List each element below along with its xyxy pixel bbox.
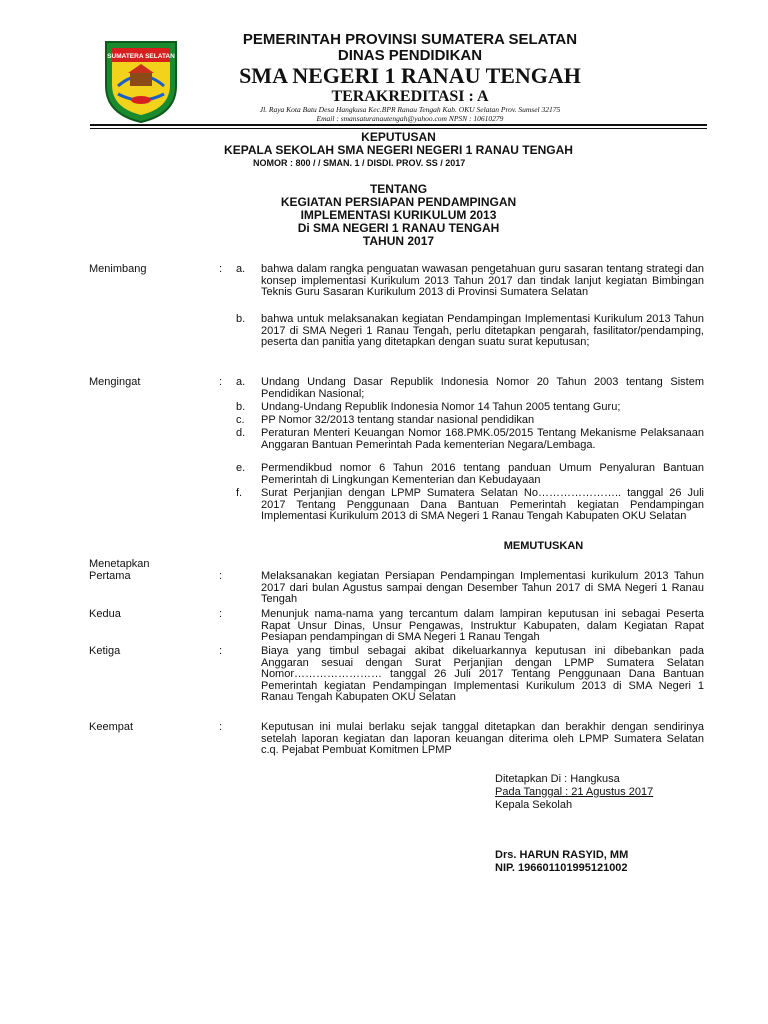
menetapkan-label: Menetapkan xyxy=(89,558,150,570)
pertama-text: Melaksanakan kegiatan Persiapan Pendampingan Implementasi kurikulum 2013 Tahun 2017 dari bulan Agustus sampai dengan Desember Tahun 2017 di SMA Negeri 1 Ranau Tengah xyxy=(261,570,704,606)
kedua-text: Menunjuk nama-nama yang tercantum dalam lampiran keputusan ini sebagai Peserta Rapat Unsur Dinas, Unsur Pengawas, Instruktur Kabupaten, dalam Kegiatan Rapat Pesiapan pendampingan di SMA Negeri 1 Ranau Tengah xyxy=(261,608,704,644)
mengingat-colon: : xyxy=(219,376,223,388)
menimbang-b-text: bahwa untuk melaksanakan kegiatan Pendampingan Implementasi Kurikulum 2013 Tahun 2017 di SMA Negeri 1 Ranau Tengah, perlu ditetapkan pengarah, fasilitator/pendamping, peserta dan panitia yang ditetapkan dengan suatu surat keputusan; xyxy=(261,313,704,349)
pertama-colon: : xyxy=(219,570,223,582)
government-header: PEMERINTAH PROVINSI SUMATERA SELATAN xyxy=(242,31,578,48)
menimbang-label: Menimbang xyxy=(89,263,147,275)
mengingat-b-text: Undang-Undang Republik Indonesia Nomor 14 Tahun 2005 tentang Guru; xyxy=(261,401,621,413)
subject-line-4: TAHUN 2017 xyxy=(362,234,435,248)
signature-position: Kepala Sekolah xyxy=(495,799,573,811)
school-contact: Email : smansaturanautengah@yahoo.com NPSN : 10610279 xyxy=(316,114,504,123)
accreditation: TERAKREDITASI : A xyxy=(331,88,489,105)
kedua-colon: : xyxy=(219,608,223,620)
decree-heading: KEPUTUSAN xyxy=(361,130,436,144)
menimbang-a-letter: a. xyxy=(236,263,246,275)
letterhead-divider xyxy=(90,124,707,126)
decree-issuer: KEPALA SEKOLAH SMA NEGERI NEGERI 1 RANAU TENGAH xyxy=(224,143,573,157)
decree-number: NOMOR : 800 / / SMAN. 1 / DISDI. PROV. SS / 2017 xyxy=(253,158,466,168)
ketiga-text: Biaya yang timbul sebagai akibat dikeluarkannya keputusan ini dibebankan pada Anggaran sesuai dengan Surat Perjanjian dengan LPMP Sumatera Selatan Nomor…………………… tanggal 26 Juli 2017 Tentang Penggunaan Dana Bantuan Pemerintah kegiatan Pendampingan Implementasi Kurikulum 2013 di SMA Negeri 1 Ranau Tengah Kabupaten OKU Selatan xyxy=(261,645,704,704)
menimbang-b-letter: b. xyxy=(236,313,246,325)
signatory-nip: NIP. 196601101995121002 xyxy=(495,862,628,874)
mengingat-c-text: PP Nomor 32/2013 tentang standar nasional pendidikan xyxy=(261,414,535,426)
keempat-text: Keputusan ini mulai berlaku sejak tanggal ditetapkan dan berakhir dengan sendirinya setelah laporan kegiatan dan laporan keuangan diterima oleh LPMP Sumatera Selatan c.q. Pejabat Pembuat Komitmen LPMP xyxy=(261,721,704,757)
signature-place: Ditetapkan Di : Hangkusa xyxy=(495,773,620,785)
menimbang-a-text: bahwa dalam rangka penguatan wawasan pengetahuan guru sasaran tentang strategi dan konsep implementasi Kurikulum 2013 Tahun 2017 dan tindak lanjut kegiatan Bimbingan Teknis Guru Sasaran Kurikulum 2013 di Provinsi Sumatera Selatan xyxy=(261,263,704,299)
mengingat-f-letter: f. xyxy=(236,487,243,499)
mengingat-e-letter: e. xyxy=(236,462,246,474)
department-header: DINAS PENDIDIKAN xyxy=(337,47,483,64)
keempat-label: Keempat xyxy=(89,721,134,733)
mengingat-a-letter: a. xyxy=(236,376,246,388)
svg-text:SUMATERA SELATAN: SUMATERA SELATAN xyxy=(107,53,175,60)
mengingat-d-letter: d. xyxy=(236,427,246,439)
subject-line-3: Di SMA NEGERI 1 RANAU TENGAH xyxy=(297,221,500,235)
menimbang-colon: : xyxy=(219,263,223,275)
mengingat-f-text: Surat Perjanjian dengan LPMP Sumatera Selatan No………………….. tanggal 26 Juli 2017 Tentang Penggunaan Dana Bantuan Pemerintah kegiatan Pendampingan Implementasi Kurikulum 2013 di SMA Negeri 1 Ranau Tengah Kabupaten OKU Selatan xyxy=(261,487,704,523)
memutuskan-heading: MEMUTUSKAN xyxy=(503,540,584,552)
letterhead-divider-thin xyxy=(90,128,707,129)
mengingat-b-letter: b. xyxy=(236,401,246,413)
school-name: SMA NEGERI 1 RANAU TENGAH xyxy=(239,63,581,88)
ketiga-label: Ketiga xyxy=(89,645,121,657)
mengingat-c-letter: c. xyxy=(236,414,245,426)
mengingat-a-text: Undang Undang Dasar Republik Indonesia Nomor 20 Tahun 2003 tentang Sistem Pendidikan Nasional; xyxy=(261,376,704,400)
about-heading: TENTANG xyxy=(369,182,428,196)
signatory-name: Drs. HARUN RASYID, MM xyxy=(495,849,629,861)
keempat-colon: : xyxy=(219,721,223,733)
province-emblem-icon xyxy=(100,36,182,124)
mengingat-e-text: Permendikbud nomor 6 Tahun 2016 tentang panduan Umum Penyaluran Bantuan Pemerintah di Lingkungan Kementerian dan Kebudayaan xyxy=(261,462,704,486)
mengingat-d-text: Peraturan Menteri Keuangan Nomor 168.PMK.05/2015 Tentang Mekanisme Pelaksanaan Anggaran Bantuan Pemerintah Pada kementerian Negara/Lembaga. xyxy=(261,427,704,451)
subject-line-2: IMPLEMENTASI KURIKULUM 2013 xyxy=(300,208,497,222)
signature-date: Pada Tanggal : 21 Agustus 2017 xyxy=(495,786,654,798)
mengingat-label: Mengingat xyxy=(89,376,141,388)
ketiga-colon: : xyxy=(219,645,223,657)
pertama-label: Pertama xyxy=(89,570,131,582)
kedua-label: Kedua xyxy=(89,608,121,620)
school-address: Jl. Raya Kota Batu Desa Hangkusa Kec.BPR Ranau Tengah Kab. OKU Selatan Prov. Sumsel 32175 xyxy=(259,105,561,114)
subject-line-1: KEGIATAN PERSIAPAN PENDAMPINGAN xyxy=(280,195,517,209)
